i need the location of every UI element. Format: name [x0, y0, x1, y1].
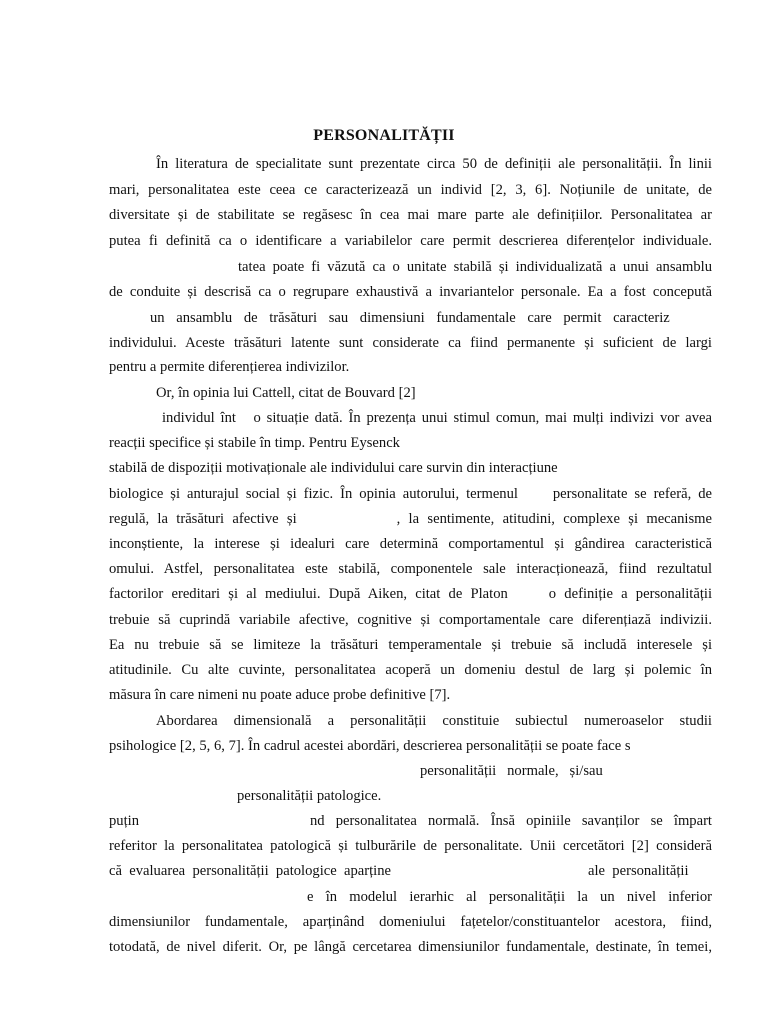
- text-line: inconștiente, la interese și idealuri care determină comportamentul și gândirea caracteristică: [109, 536, 712, 552]
- text-line: putea fi definită ca o identificare a variabilelor care permit descrierea diferențelor individuale.: [109, 233, 712, 249]
- text-line: biologice și anturajul social și fizic. În opinia autorului, termenul personalitate se referă, de: [109, 486, 712, 502]
- text-line: un ansamblu de trăsături sau dimensiuni fundamentale care permit caracteriz: [150, 310, 670, 326]
- text-line: că evaluarea personalității patologice aparține: [109, 863, 392, 879]
- text-line: diversitate și de stabilitate se regăsesc în cea mai mare parte ale definițiilor. Personalitatea ar: [109, 207, 712, 223]
- text-line: reacții specifice și stabile în timp. Pentru Eysenck: [109, 435, 400, 451]
- text-line: ale personalității: [588, 863, 689, 879]
- text-line: Abordarea dimensională a personalității constituie subiectul numeroaselor studii: [156, 713, 712, 729]
- text-line: mari, personalitatea este ceea ce caracterizează un individ [2, 3, 6]. Noțiunile de unitate, de: [109, 182, 712, 198]
- text-line: puțin: [109, 813, 139, 829]
- text-line: personalității patologice.: [237, 788, 382, 804]
- text-line: măsura în care nimeni nu poate aduce probe definitive [7].: [109, 687, 451, 703]
- text-line: pentru a permite diferențierea indivizilor.: [109, 359, 350, 375]
- text-line: tatea poate fi văzută ca o unitate stabilă și individualizată a unui ansamblu: [238, 259, 712, 275]
- text-line: Or, în opinia lui Cattell, citat de Bouvard [2]: [156, 385, 416, 401]
- text-line: În literatura de specialitate sunt prezentate circa 50 de definiții ale personalității. În linii: [156, 156, 712, 172]
- text-line: factorilor ereditari și al mediului. După Aiken, citat de Platon o definiție a personalității: [109, 586, 712, 602]
- text-line: nd personalitatea normală. Însă opiniile savanților se împart: [310, 813, 712, 829]
- text-line: omului. Astfel, personalitatea este stabilă, componentele sale interacționează, fiind rezultatul: [109, 561, 712, 577]
- text-line: personalității normale, și/sau: [420, 763, 603, 779]
- text-line: regulă, la trăsături afective și , la sentimente, atitudini, complexe și mecanisme: [109, 511, 712, 527]
- text-line: stabilă de dispoziții motivaționale ale individului care survin din interacțiune: [109, 460, 558, 476]
- text-line: trebuie să cuprindă variabile afective, cognitive și comportamentale care diferențiază indivizii.: [109, 612, 712, 628]
- text-line: Ea nu trebuie să se limiteze la trăsături temperamentale și trebuie să includă interesele și: [109, 637, 712, 653]
- text-line: de conduite și descrisă ca o regrupare exhaustivă a invariantelor personale. Ea a fost concepută: [109, 284, 712, 300]
- document-title: PERSONALITĂȚII: [313, 127, 455, 144]
- text-line: atitudinile. Cu alte cuvinte, personalitatea acoperă un domeniu destul de larg și polemic în: [109, 662, 712, 678]
- text-line: referitor la personalitatea patologică și tulburările de personalitate. Unii cercetători [2] consideră: [109, 838, 712, 854]
- text-line: psihologice [2, 5, 6, 7]. În cadrul acestei abordări, descrierea personalității se poate face s: [109, 738, 631, 754]
- text-line: individul înt o situație dată. În prezența unui stimul comun, mai mulți indivizi vor avea: [162, 410, 712, 426]
- text-line: totodată, de nivel diferit. Or, pe lângă cercetarea dimensiunilor fundamentale, destinate, în temei,: [109, 939, 712, 955]
- text-line: dimensiunilor fundamentale, aparținând domeniului fațetelor/constituantelor acestora, fiind,: [109, 914, 712, 930]
- text-line: e în modelul ierarhic al personalității la un nivel inferior: [307, 889, 712, 905]
- text-line: individului. Aceste trăsături latente sunt considerate ca fiind permanente și suficient de largi: [109, 335, 712, 351]
